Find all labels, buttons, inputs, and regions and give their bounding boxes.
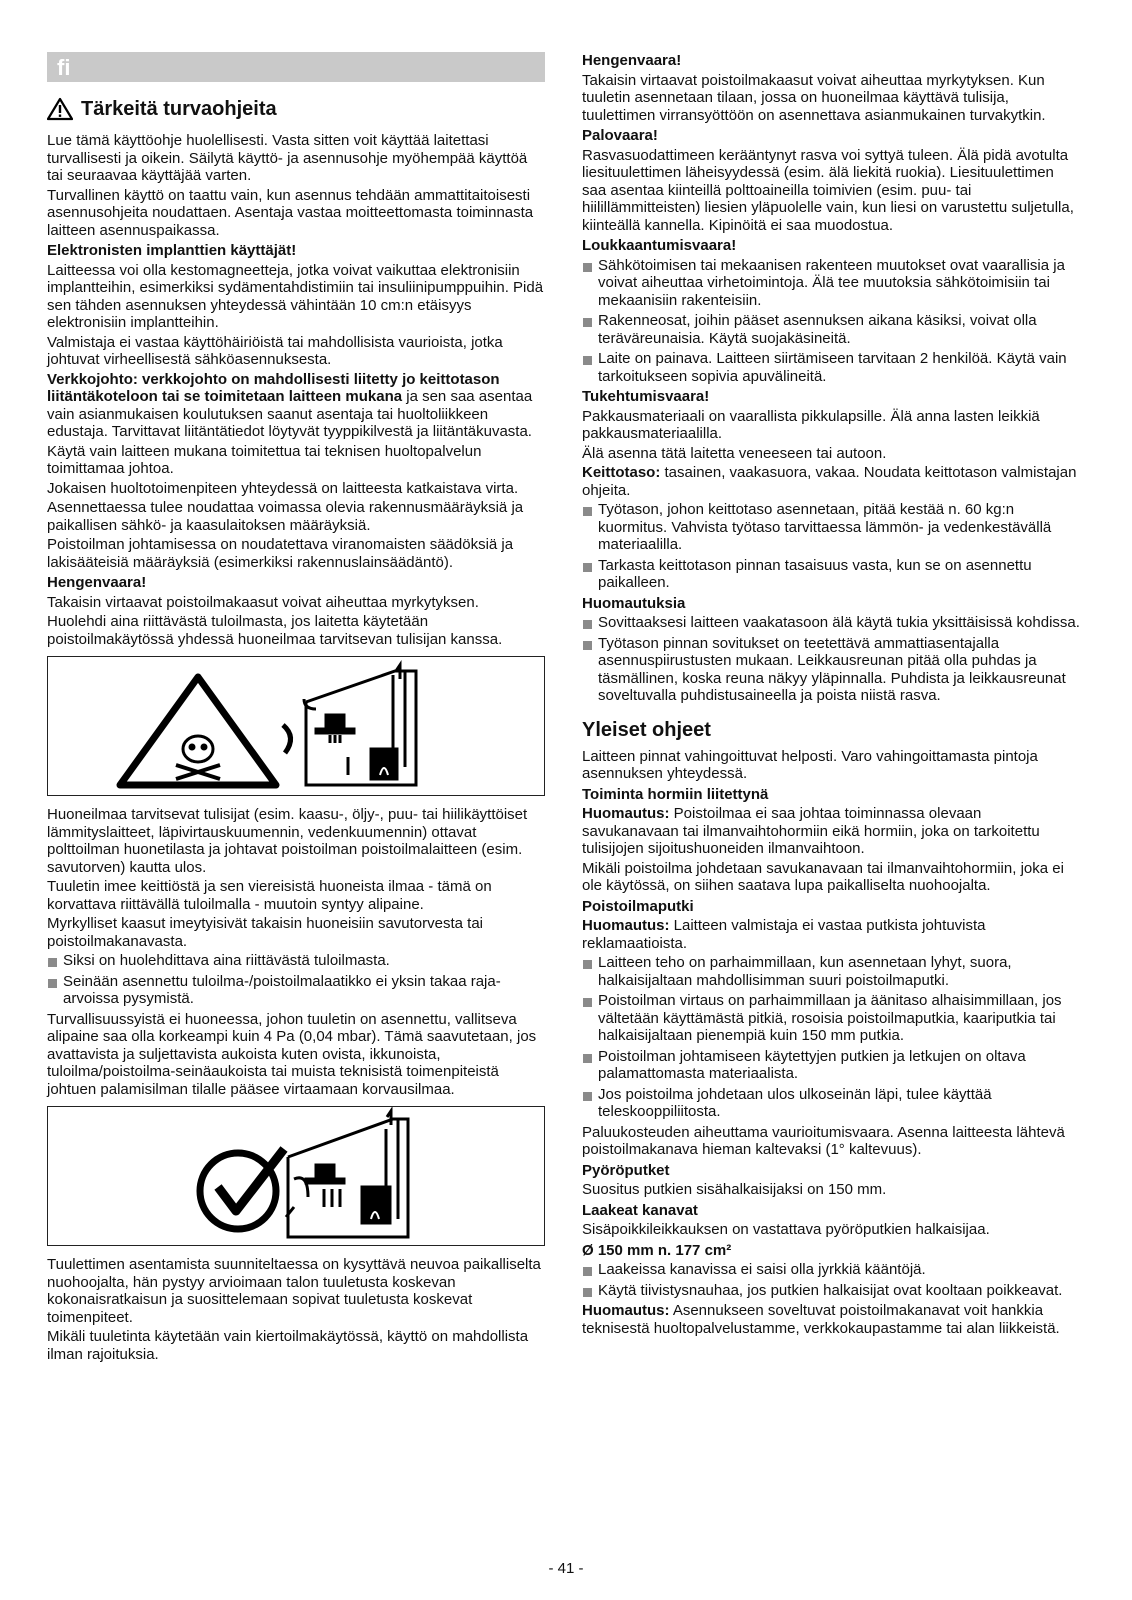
paragraph: Takaisin virtaavat poistoilmakaasut voivat aiheuttaa myrkytyksen. [47, 593, 479, 611]
list-supply-air [47, 952, 545, 1008]
list-item-text: Laakeissa kanavissa ei saisi olla jyrkkiä kääntöjä. [598, 1261, 926, 1278]
list-hob [582, 501, 1080, 592]
list-injury [582, 257, 1080, 386]
list-item-text: Työtason, johon keittotaso asennetaan, pitää kestää n. 60 kg:n kuormitus. Vahvista työtaso tarvittaessa lämmön- ja vedenkestävällä materiaalilla. [598, 501, 1052, 553]
list-item-text: Tarkasta keittotason pinnan tasaisuus vasta, kun se on asennettu paikalleen. [598, 556, 1032, 591]
list-item-text: Jos poistoilma johdetaan ulos ulkoseinän läpi, tulee käyttää teleskooppiliitosta. [598, 1085, 992, 1120]
heading-chimney: Toiminta hormiin liitettynä [582, 785, 769, 803]
list-item [582, 1048, 1080, 1083]
paragraph: Poistoilman johtamisessa on noudatettava viranomaisten säädöksiä ja lakisääteisiä määräyksiä (esimerkiksi rakennuslainsäädäntö). [47, 536, 514, 571]
paragraph: Huoneilmaa tarvitsevat tulisijat (esim. kaasu-, öljy-, puu- tai hiilikäyttöiset lämmityslaitteet, läpivirtauskuumennin, vedenkuumennin) ottavat polttoilman huonetilasta ja johtavat poistoilman poistoilmalaitteen (esim. savutorven) kautta ulos. [47, 806, 528, 876]
list-notes [582, 614, 1080, 705]
paragraph: Huolehdi aina riittävästä tuloilmasta, jos laitetta käytetään poistoilmakäytössä yhdessä huoneilmaa tarvitsevan tulisijan kanssa. [47, 613, 503, 648]
bullet-icon [583, 998, 592, 1007]
language-tag: fi [57, 55, 71, 80]
bullet-icon [583, 507, 592, 516]
right-column [582, 52, 1080, 1339]
list-pipe [582, 954, 1080, 1121]
paragraph: Rasvasuodattimeen kerääntynyt rasva voi syttyä tuleen. Älä pidä avotulta liesituulettimen läheisyydessä (esim. älä liekitä ruokia). Liesituulettimen saa asentaa kiinteillä polttoaineilla toimivien (esim. puu- tai hiilillämmitteisten) liesien yläpuolelle vain, kun liesi on varustettu suljetulla, kiinteällä kannella. Kipinöitä ei saa muodostua. [582, 146, 1074, 234]
list-item [47, 952, 545, 970]
list-item [582, 1261, 1080, 1279]
list-item-text: Seinään asennettu tuloilma-/poistoilmalaatikko ei yksin takaa raja-arvoissa pysymistä. [63, 972, 501, 1007]
heading-fire: Palovaara! [582, 127, 658, 144]
paragraph: Turvallisuussyistä ei huoneessa, johon tuuletin on asennettu, vallitseva alipaine saa olla korkeampi kuin 4 Pa (0,04 mbar). Tämä saavutetaan, jos avattavista ja suljettavista aukoista kuten ovista, ikkunoista, tuloilma/poistoilma-seinäaukoista tai muista teknisistä toimenpiteistä johtuen palamisilman tilalle pääsee virtaamaan korvausilmaa. [47, 1010, 537, 1098]
paragraph: Laitteen pinnat vahingoittuvat helposti. Varo vahingoittamasta pintoja asennuksen yhteydessä. [582, 747, 1038, 782]
list-item-text: Poistoilman johtamiseen käytettyjen putkien ja letkujen on oltava palamattomasta materiaalista. [598, 1047, 1026, 1082]
bullet-icon [583, 1267, 592, 1276]
paragraph-note [582, 917, 1080, 952]
bullet-icon [583, 1092, 592, 1101]
list-item-text: Rakenneosat, joihin pääset asennuksen aikana käsiksi, voivat olla teräväreunaisia. Käytä suojakäsineitä. [598, 312, 1037, 347]
list-item [582, 501, 1080, 554]
heading-pipe: Poistoilmaputki [582, 897, 694, 915]
list-item [582, 614, 1080, 632]
note-rest: Laitteen valmistaja ei vastaa putkista johtuvista reklamaatioista. [582, 917, 986, 952]
list-item [582, 954, 1080, 989]
paragraph-power-cord [47, 371, 545, 441]
list-item [582, 1282, 1080, 1300]
bullet-icon [583, 620, 592, 629]
list-item [582, 1086, 1080, 1121]
paragraph: Valmistaja ei vastaa käyttöhäiriöistä tai mahdollisista vaurioista, jotka johtuvat virheellisestä sähköasennuksesta. [47, 333, 503, 368]
paragraph: Lue tämä käyttöohje huolellisesti. Vasta sitten voit käyttää laitettasi turvallisesti ja oikein. Säilytä käyttö- ja asennusohje myöhempää käyttöä tai seuraavaa käyttäjää varten. [47, 132, 528, 184]
list-flat [582, 1261, 1080, 1299]
paragraph: Asennettaessa tulee noudattaa voimassa olevia rakennusmääräyksiä ja paikallisen sähkö- ja kaasulaitoksen määräyksiä. [47, 499, 524, 534]
house-diagram-icon [304, 665, 416, 785]
bullet-icon [583, 356, 592, 365]
paragraph: Takaisin virtaavat poistoilmakaasut voivat aiheuttaa myrkytyksen. Kun tuuletin asennetaan tilaan, jossa on huoneilmaa käyttävä tulisija, tuulettimen virransyöttöön on asennettava asianmukainen turvakytkin. [582, 71, 1046, 124]
paragraph: Tuuletin imee keittiöstä ja sen viereisistä huoneista ilmaa - tämä on korvattava riittävällä tuloilmalla - muutoin syntyy alipaine. [47, 878, 492, 913]
list-item-text: Siksi on huolehdittava aina riittävästä tuloilmasta. [63, 952, 390, 969]
list-item [582, 992, 1080, 1045]
paragraph: Myrkylliset kaasut imeytyisivät takaisin huoneisiin savutorvesta tai poistoilmakanavasta. [47, 915, 484, 950]
general-title: Yleiset ohjeet [582, 718, 711, 741]
paragraph: Sisäpoikkileikkauksen on vastattava pyöröputkien halkaisijaa. [582, 1221, 990, 1238]
bullet-icon [583, 1288, 592, 1297]
bullet-icon [583, 263, 592, 272]
heading-danger: Hengenvaara! [47, 574, 147, 591]
list-item-text: Sovittaaksesi laitteen vaakatasoon älä käytä tukia yksittäisissä kohdissa. [598, 614, 1080, 631]
paragraph-note [582, 1302, 1080, 1337]
bullet-icon [48, 979, 57, 988]
language-bar [47, 52, 545, 82]
note-bold: Huomautus: [582, 1302, 670, 1319]
heading-danger: Hengenvaara! [582, 52, 682, 69]
list-item [582, 350, 1080, 385]
bullet-icon [583, 960, 592, 969]
heading-flat: Laakeat kanavat [582, 1201, 698, 1219]
list-item [582, 557, 1080, 592]
list-item-text: Työtason pinnan sovitukset on teetettävä ammattiasentajalla asennuspiirustusten mukaan. Leikkausreunan pitää olla puhdas ja täsmällinen, koska reuna näkyy yläpinnalla. Puhdista ja leikkausreunat soveltuvalla puhdistusaineella ja poista niistä rasva. [598, 634, 1066, 704]
paragraph-note [582, 805, 1080, 858]
paragraph: Laitteessa voi olla kestomagneetteja, jotka voivat vaikuttaa elektronisiin implantteihin, esimerkiksi sydämentahdistimiin tai insuliinipumppuihin. Pidä sen tähden asennuksen yhteydessä vähintään 10 cm:n etäisyys elektronisiin implantteihin. [47, 261, 544, 331]
poison-warning-icon [120, 677, 276, 785]
figure-danger-illustration [47, 656, 545, 796]
paragraph: Jokaisen huoltotoimenpiteen yhteydessä on laitteesta katkaistava virta. [47, 479, 519, 497]
paragraph: Mikäli tuuletinta käytetään vain kiertoilmakäytössä, käyttö on mahdollista ilman rajoituksia. [47, 1328, 529, 1363]
paragraph: Älä asenna tätä laitetta veneeseen tai autoon. [582, 444, 887, 462]
house-diagram-icon [286, 1111, 408, 1237]
list-item-text: Käytä tiivistysnauhaa, jos putkien halkaisijat ovat kooltaan poikkeavat. [598, 1281, 1063, 1299]
note-bold: Huomautus: [582, 917, 670, 934]
bullet-icon [48, 958, 57, 967]
bullet-icon [583, 1054, 592, 1063]
list-item [582, 635, 1080, 705]
list-item [582, 257, 1080, 310]
paragraph: Mikäli poistoilma johdetaan savukanavaan tai ilmanvaihtohormiin, joka ei ole käytössä, on siihen saatava lupa paikalliselta nuohoojalta. [582, 859, 1064, 894]
figure-correct-illustration [47, 1106, 545, 1246]
list-item [47, 973, 545, 1008]
bullet-icon [583, 318, 592, 327]
note-bold: Huomautus: [582, 805, 670, 822]
list-item-text: Sähkötoimisen tai mekaanisen rakenteen muutokset ovat vaarallisia ja voivat aiheuttaa virhetoimintoja. Älä tee muutoksia sähkötoimisiin tai mekaanisiin rakenteisiin. [598, 256, 1065, 309]
paragraph: Käytä vain laitteen mukana toimitettua tai teknisen huoltopalvelun toimittamaa johtoa. [47, 442, 482, 477]
checkmark-icon [200, 1149, 284, 1229]
page-number: - 41 - [548, 1560, 584, 1577]
heading-round: Pyöröputket [582, 1161, 670, 1179]
hob-rest: tasainen, vaakasuora, vakaa. Noudata keittotason valmistajan ohjeita. [582, 464, 1077, 499]
heading-injury: Loukkaantumisvaara! [582, 237, 737, 254]
paragraph: Pakkausmateriaali on vaarallista pikkulapsille. Älä anna lasten leikkiä pakkausmateriaalilla. [582, 407, 1040, 442]
power-cord-rest: ja sen saa asentaa vain asianmukaisen koulutuksen saanut asentaja tai huoltoliikkeen edustaja. Tarvittavat liitäntätiedot löytyvät tyyppikilvestä ja liitäntäkuvasta. [47, 388, 533, 440]
heading-choke: Tukehtumisvaara! [582, 388, 710, 405]
heading-implants: Elektronisten implanttien käyttäjät! [47, 242, 297, 259]
list-item-text: Laitteen teho on parhaimmillaan, kun asennetaan lyhyt, suora, halkaisijaltaan mahdollisimman suuri poistoilmaputki. [598, 954, 1012, 989]
airflow-arrow-icon [283, 725, 291, 753]
paragraph: Paluukosteuden aiheuttama vaurioitumisvaara. Asenna laitteesta lähtevä poistoilmakanava hieman kaltevaksi (1° kaltevuus). [582, 1123, 1065, 1158]
list-item [582, 312, 1080, 347]
warning-icon [47, 97, 73, 121]
list-item-text: Poistoilman virtaus on parhaimmillaan ja äänitaso alhaisimmillaan, jos vältetään käyttämästä pitkiä, rosoisia poistoilmaputkia, kaariputkia tai halkaisijaltaan pienempiä kuin 150 mm putkia. [598, 992, 1062, 1044]
heading-dimension: Ø 150 mm n. 177 cm² [582, 1241, 732, 1259]
heading-notes: Huomautuksia [582, 594, 686, 612]
bullet-icon [583, 641, 592, 650]
left-column [47, 52, 545, 1365]
paragraph: Suositus putkien sisähalkaisijaksi on 150 mm. [582, 1181, 887, 1198]
list-item-text: Laite on painava. Laitteen siirtämiseen tarvitaan 2 henkilöä. Käytä vain tarkoitukseen sopivia apuvälineitä. [598, 350, 1067, 385]
bullet-icon [583, 563, 592, 572]
note-rest: Poistoilmaa ei saa johtaa toiminnassa olevaan savukanavaan tai ilmanvaihtohormiin eikä hormiin, joka on tarkoitettu tulisijojen sijoitushuoneiden ilmanvaihtoon. [582, 805, 1040, 857]
safety-title-text: Tärkeitä turvaohjeita [81, 97, 277, 120]
paragraph: Turvallinen käyttö on taattu vain, kun asennus tehdään ammattitaitoisesti asennusohjeita noudattaen. Asentaja vastaa moitteettomasta toiminnasta laitteen asennuspaikassa. [47, 186, 534, 239]
note-rest: Asennukseen soveltuvat poistoilmakanavat voit hankkia teknisestä huoltopalvelustamme, verkkokaupastamme tai alan liikkeistä. [582, 1302, 1060, 1337]
power-cord-bold: Verkkojohto: verkkojohto on mahdollisesti liitetty jo keittotason liitäntäkoteloon tai se toimitetaan laitteen mukana [47, 370, 500, 405]
paragraph-hob [582, 464, 1080, 499]
paragraph: Tuulettimen asentamista suunniteltaessa on kysyttävä neuvoa paikalliselta nuohoojalta, hän pystyy arvioimaan talon tuuletusta koskevan kokonaisratkaisun ja suosittelemaan sopivat tuuletusta koskevat toimenpiteet. [47, 1256, 541, 1326]
hob-bold: Keittotaso: [582, 464, 661, 481]
safety-title [47, 96, 545, 122]
